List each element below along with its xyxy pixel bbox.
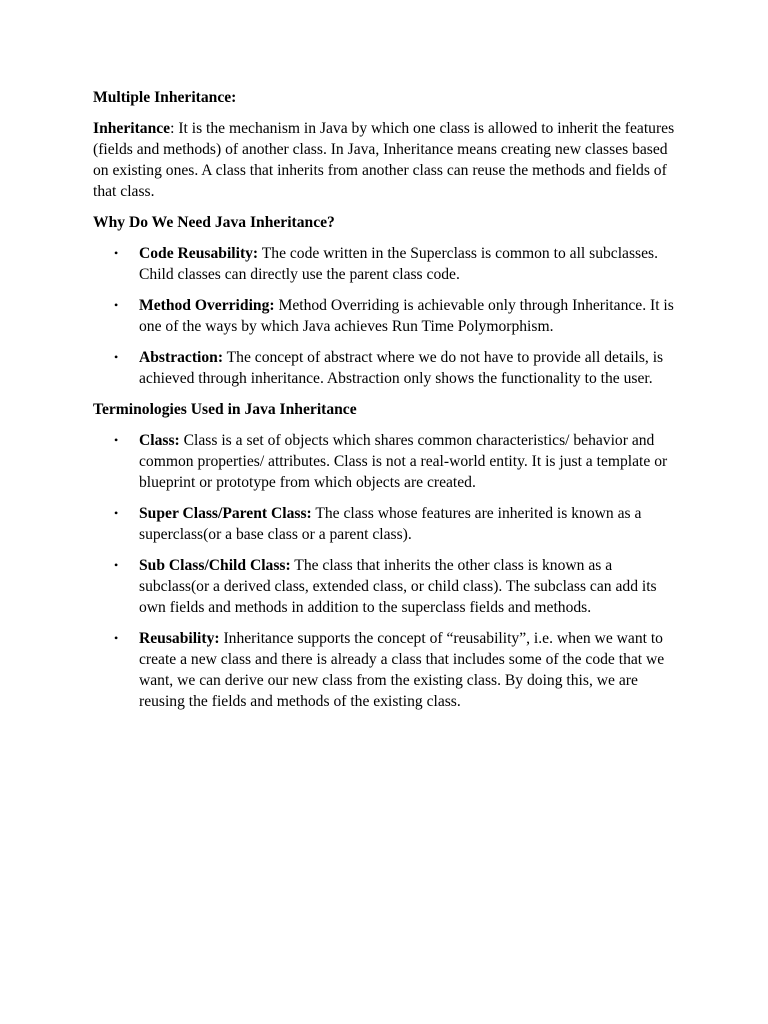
item-term: Sub Class/Child Class: <box>139 557 291 574</box>
intro-text: : It is the mechanism in Java by which one class is allowed to inherit the features (fields and methods) of another class. In Java, Inheritance means creating new classes based on existing ones. A class that inherits from another class can reuse the methods and fields of that class. <box>93 120 675 200</box>
item-text: Class is a set of objects which shares common characteristics/ behavior and common properties/ attributes. Class is not a real-world entity. It is just a template or blueprint or prototype from which objects are created. <box>139 432 668 491</box>
bullet-icon: • <box>114 631 119 645</box>
bullet-icon: • <box>114 558 119 572</box>
list-item <box>93 295 683 337</box>
bullet-icon: • <box>114 298 119 312</box>
list-item <box>93 430 683 493</box>
bullet-icon: • <box>114 350 119 364</box>
item-text: Method Overriding is achievable only through Inheritance. It is one of the ways by which Java achieves Run Time Polymorphism. <box>139 297 674 335</box>
list-item <box>93 555 683 618</box>
item-term: Reusability: <box>139 630 220 647</box>
item-text: The code written in the Superclass is common to all subclasses. Child classes can directly use the parent class code. <box>139 245 658 283</box>
bullet-icon: • <box>114 433 119 447</box>
document-title: Multiple Inheritance: <box>93 89 237 106</box>
item-term: Class: <box>139 432 180 449</box>
bullet-icon: • <box>114 506 119 520</box>
intro-paragraph <box>93 118 683 202</box>
item-text: The class whose features are inherited is known as a superclass(or a base class or a parent class). <box>139 505 642 543</box>
list-item <box>93 347 683 389</box>
why-list <box>93 243 683 389</box>
bullet-icon: • <box>114 246 119 260</box>
item-text: Inheritance supports the concept of “reusability”, i.e. when we want to create a new class and there is already a class that includes some of the code that we want, we can derive our new class from the existing class. By doing this, we are reusing the fields and methods of the existing class. <box>139 630 665 710</box>
list-item <box>93 243 683 285</box>
item-term: Code Reusability: <box>139 245 259 262</box>
item-text: The concept of abstract where we do not have to provide all details, is achieved through inheritance. Abstraction only shows the functionality to the user. <box>139 349 664 387</box>
document-page <box>93 87 683 722</box>
item-term: Super Class/Parent Class: <box>139 505 312 522</box>
item-term: Abstraction: <box>139 349 224 366</box>
list-item <box>93 503 683 545</box>
terms-list <box>93 430 683 712</box>
item-text: The class that inherits the other class is known as a subclass(or a derived class, extended class, or child class). The subclass can add its own fields and methods in addition to the superclass fields and methods. <box>139 557 657 616</box>
why-heading: Why Do We Need Java Inheritance? <box>93 214 335 231</box>
intro-term: Inheritance <box>93 120 171 137</box>
terms-heading: Terminologies Used in Java Inheritance <box>93 401 357 418</box>
list-item <box>93 628 683 712</box>
item-term: Method Overriding: <box>139 297 275 314</box>
